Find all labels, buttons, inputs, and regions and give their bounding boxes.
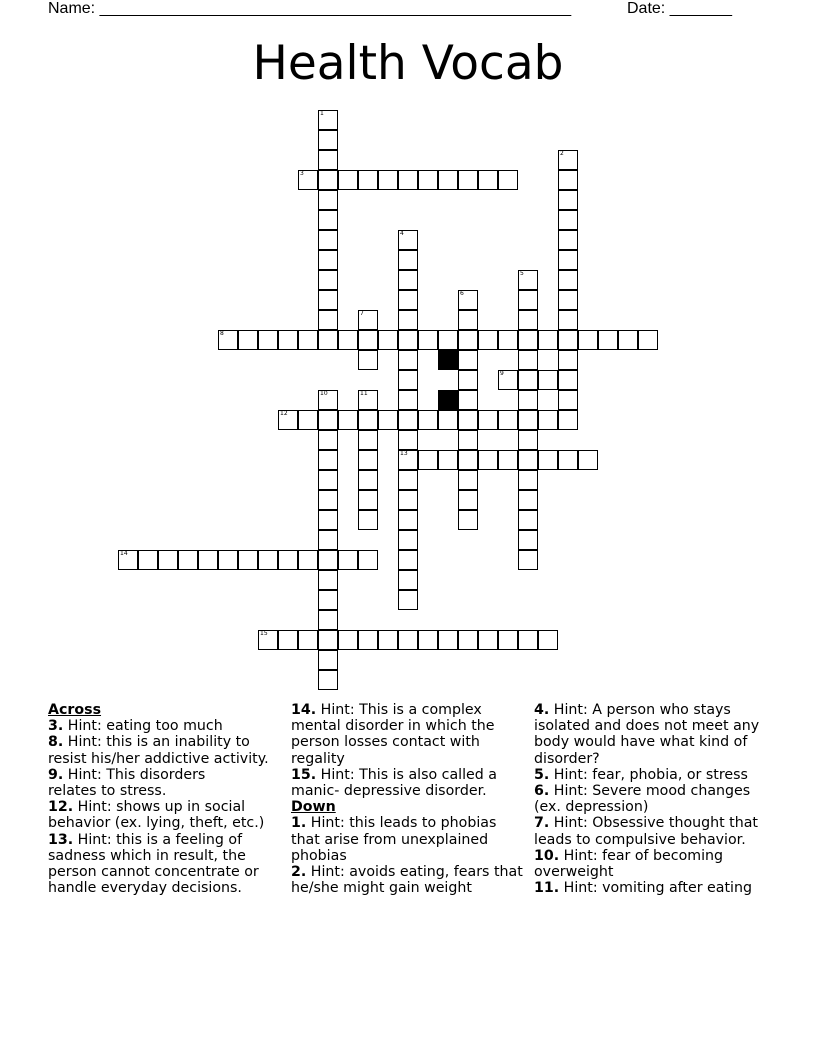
grid-cell[interactable]: [558, 210, 578, 230]
grid-cell[interactable]: [358, 350, 378, 370]
clue-number-label: 9: [500, 370, 504, 377]
grid-cell[interactable]: [358, 450, 378, 470]
grid-cell[interactable]: [398, 590, 418, 610]
grid-cell[interactable]: [558, 370, 578, 390]
date-field-label[interactable]: Date: _______: [627, 0, 732, 17]
grid-cell[interactable]: [318, 650, 338, 670]
grid-cell[interactable]: [478, 330, 498, 350]
grid-cell[interactable]: [298, 170, 318, 190]
clue-number-label: 2: [560, 150, 564, 157]
grid-cell[interactable]: [458, 510, 478, 530]
page-title: Health Vocab: [252, 36, 564, 91]
clue-text: Hint: fear of becoming overweight: [534, 847, 724, 881]
clue-column-2: [291, 702, 527, 896]
grid-cell[interactable]: [618, 330, 638, 350]
grid-cell[interactable]: [458, 490, 478, 510]
clue-number-label: 12: [280, 410, 288, 417]
grid-cell[interactable]: [578, 330, 598, 350]
grid-cell[interactable]: [478, 170, 498, 190]
clue-number: 7.: [534, 815, 550, 832]
grid-cell[interactable]: [398, 530, 418, 550]
grid-cell[interactable]: [518, 490, 538, 510]
clue-text: Hint: this is a feeling of sadness which in result, the person cannot concentrate or handle everyday decisions.: [48, 831, 259, 897]
down-heading: Down: [291, 799, 336, 816]
clue-down-7: [534, 815, 770, 847]
grid-cell[interactable]: [318, 310, 338, 330]
clue-number: 2.: [291, 864, 307, 881]
grid-cell[interactable]: [418, 410, 438, 430]
grid-cell[interactable]: [458, 630, 478, 650]
clue-column-3: [534, 702, 770, 896]
clue-number-label: 5: [520, 270, 524, 277]
grid-cell[interactable]: [158, 550, 178, 570]
grid-cell[interactable]: [258, 330, 278, 350]
clue-number-label: 7: [360, 310, 364, 317]
grid-cell[interactable]: [258, 550, 278, 570]
grid-cell[interactable]: [558, 330, 578, 350]
grid-cell[interactable]: [558, 290, 578, 310]
grid-cell[interactable]: [538, 410, 558, 430]
grid-cell[interactable]: [318, 390, 338, 410]
grid-cell[interactable]: [478, 410, 498, 430]
grid-cell[interactable]: [518, 270, 538, 290]
clue-text: Hint: vomiting after eating: [563, 880, 752, 897]
clue-text: Hint: A person who stays isolated and does not meet any body would have what kind of disorder?: [534, 702, 760, 767]
grid-cell[interactable]: [558, 390, 578, 410]
grid-cell[interactable]: [478, 450, 498, 470]
clue-number-label: 10: [320, 390, 328, 397]
grid-cell[interactable]: [518, 290, 538, 310]
grid-cell[interactable]: [558, 190, 578, 210]
grid-cell[interactable]: [438, 170, 458, 190]
grid-cell[interactable]: [438, 410, 458, 430]
grid-cell[interactable]: [578, 450, 598, 470]
clue-down-2: [291, 864, 527, 896]
grid-cell[interactable]: [558, 270, 578, 290]
grid-cell[interactable]: [478, 630, 498, 650]
grid-cell[interactable]: [558, 350, 578, 370]
clue-down-1: [291, 815, 527, 864]
grid-cell[interactable]: [318, 630, 338, 650]
grid-cell[interactable]: [258, 630, 278, 650]
grid-cell[interactable]: [518, 310, 538, 330]
grid-cell[interactable]: [318, 430, 338, 450]
grid-cell[interactable]: [398, 370, 418, 390]
grid-cell[interactable]: [318, 110, 338, 130]
clue-number: 9.: [48, 766, 64, 783]
grid-cell[interactable]: [318, 570, 338, 590]
grid-cell[interactable]: [358, 630, 378, 650]
clue-number: 14.: [291, 702, 317, 718]
grid-cell[interactable]: [318, 670, 338, 690]
grid-cell[interactable]: [338, 330, 358, 350]
clue-down-5: [534, 767, 770, 783]
grid-cell[interactable]: [138, 550, 158, 570]
grid-cell[interactable]: [398, 230, 418, 250]
grid-cell[interactable]: [458, 310, 478, 330]
clue-text: Hint: this leads to phobias that arise from unexplained phobias: [291, 815, 497, 864]
grid-cell[interactable]: [358, 430, 378, 450]
grid-cell[interactable]: [558, 150, 578, 170]
clue-number-label: 8: [220, 330, 224, 337]
clue-down-4: [534, 702, 770, 767]
grid-cell[interactable]: [518, 450, 538, 470]
clue-number-label: 11: [360, 390, 368, 397]
grid-cell[interactable]: [418, 170, 438, 190]
grid-cell[interactable]: [118, 550, 138, 570]
grid-cell[interactable]: [318, 170, 338, 190]
clue-across-14: [291, 702, 527, 767]
clue-down-10: [534, 848, 770, 880]
grid-cell[interactable]: [518, 330, 538, 350]
grid-cell[interactable]: [318, 210, 338, 230]
grid-cell[interactable]: [278, 550, 298, 570]
clue-across-8: [48, 734, 284, 766]
grid-cell[interactable]: [318, 150, 338, 170]
grid-cell[interactable]: [518, 410, 538, 430]
grid-cell[interactable]: [598, 330, 618, 350]
clue-text: Hint: Severe mood changes (ex. depression): [534, 783, 751, 816]
clue-number: 3.: [48, 718, 64, 735]
grid-cell[interactable]: [498, 450, 518, 470]
grid-cell[interactable]: [318, 610, 338, 630]
clue-text: Hint: Obsessive thought that leads to compulsive behavior.: [534, 815, 758, 848]
clue-across-13: [48, 832, 284, 897]
grid-cell[interactable]: [498, 410, 518, 430]
grid-cell[interactable]: [358, 330, 378, 350]
grid-cell[interactable]: [378, 170, 398, 190]
grid-cell[interactable]: [298, 630, 318, 650]
grid-cell[interactable]: [458, 410, 478, 430]
grid-cell[interactable]: [518, 630, 538, 650]
grid-cell[interactable]: [458, 330, 478, 350]
grid-cell[interactable]: [318, 450, 338, 470]
clue-number: 1.: [291, 815, 307, 832]
clue-across-3: [48, 718, 284, 734]
clue-column-1: [48, 702, 284, 896]
grid-cell[interactable]: [558, 410, 578, 430]
grid-cell[interactable]: [358, 390, 378, 410]
grid-cell[interactable]: [238, 550, 258, 570]
clue-number-label: 4: [400, 230, 404, 237]
grid-cell[interactable]: [458, 290, 478, 310]
clue-number: 13.: [48, 831, 74, 848]
grid-cell[interactable]: [498, 370, 518, 390]
grid-cell[interactable]: [538, 630, 558, 650]
grid-cell[interactable]: [358, 470, 378, 490]
grid-cell[interactable]: [498, 330, 518, 350]
grid-cell[interactable]: [398, 330, 418, 350]
clue-text: Hint: shows up in social behavior (ex. lying, theft, etc.): [48, 799, 265, 832]
grid-cell[interactable]: [458, 390, 478, 410]
grid-cell[interactable]: [338, 550, 358, 570]
grid-cell[interactable]: [278, 330, 298, 350]
grid-cell[interactable]: [318, 190, 338, 210]
grid-cell[interactable]: [358, 310, 378, 330]
grid-cell[interactable]: [358, 490, 378, 510]
grid-cell[interactable]: [298, 410, 318, 430]
grid-cell[interactable]: [398, 250, 418, 270]
grid-cell[interactable]: [318, 410, 338, 430]
clue-number: 4.: [534, 702, 550, 718]
grid-cell[interactable]: [318, 470, 338, 490]
grid-cell[interactable]: [338, 630, 358, 650]
grid-cell[interactable]: [438, 450, 458, 470]
grid-cell[interactable]: [538, 370, 558, 390]
grid-cell[interactable]: [398, 390, 418, 410]
clue-across-15: [291, 767, 527, 799]
grid-cell[interactable]: [518, 350, 538, 370]
grid-cell[interactable]: [218, 330, 238, 350]
clue-number: 15.: [291, 766, 317, 783]
clue-across-12: [48, 799, 284, 831]
grid-cell[interactable]: [298, 550, 318, 570]
grid-cell[interactable]: [518, 510, 538, 530]
grid-cell[interactable]: [518, 370, 538, 390]
name-field-label[interactable]: Name: _____________________________________________________: [48, 0, 572, 17]
grid-cell[interactable]: [418, 630, 438, 650]
clue-number: 10.: [534, 847, 560, 864]
grid-cell[interactable]: [418, 330, 438, 350]
clue-number: 8.: [48, 734, 64, 751]
grid-cell[interactable]: [558, 310, 578, 330]
grid-cell[interactable]: [498, 170, 518, 190]
clue-number-label: 14: [120, 550, 128, 557]
grid-cell[interactable]: [318, 490, 338, 510]
grid-cell[interactable]: [318, 230, 338, 250]
grid-cell[interactable]: [378, 410, 398, 430]
clue-text: Hint: This is a complex mental disorder in which the person losses contact with regality: [291, 702, 495, 767]
grid-cell[interactable]: [398, 450, 418, 470]
grid-cell[interactable]: [278, 410, 298, 430]
clue-across-9: [48, 767, 284, 799]
clue-down-11: [534, 880, 770, 896]
grid-cell[interactable]: [318, 330, 338, 350]
clue-text: Hint: eating too much: [67, 718, 223, 735]
grid-cell[interactable]: [198, 550, 218, 570]
grid-cell[interactable]: [398, 310, 418, 330]
grid-cell[interactable]: [458, 450, 478, 470]
grid-cell[interactable]: [318, 590, 338, 610]
grid-cell[interactable]: [398, 350, 418, 370]
grid-cell[interactable]: [358, 510, 378, 530]
grid-cell[interactable]: [218, 550, 238, 570]
clue-number-label: 3: [300, 170, 304, 177]
grid-cell[interactable]: [558, 170, 578, 190]
grid-cell[interactable]: [318, 290, 338, 310]
grid-cell[interactable]: [278, 630, 298, 650]
grid-cell[interactable]: [418, 450, 438, 470]
grid-cell[interactable]: [238, 330, 258, 350]
grid-cell[interactable]: [398, 470, 418, 490]
grid-cell[interactable]: [398, 490, 418, 510]
black-cell: [438, 390, 458, 410]
grid-cell[interactable]: [338, 170, 358, 190]
grid-cell[interactable]: [358, 170, 378, 190]
grid-cell[interactable]: [398, 630, 418, 650]
grid-cell[interactable]: [538, 450, 558, 470]
grid-cell[interactable]: [518, 530, 538, 550]
grid-cell[interactable]: [398, 270, 418, 290]
grid-cell[interactable]: [398, 510, 418, 530]
grid-cell[interactable]: [318, 530, 338, 550]
grid-cell[interactable]: [558, 250, 578, 270]
clue-number-label: 13: [400, 450, 408, 457]
grid-cell[interactable]: [318, 250, 338, 270]
grid-cell[interactable]: [458, 370, 478, 390]
grid-cell[interactable]: [518, 390, 538, 410]
grid-cell[interactable]: [318, 270, 338, 290]
grid-cell[interactable]: [398, 170, 418, 190]
grid-cell[interactable]: [378, 330, 398, 350]
grid-cell[interactable]: [558, 450, 578, 470]
grid-cell[interactable]: [298, 330, 318, 350]
grid-cell[interactable]: [458, 430, 478, 450]
grid-cell[interactable]: [398, 290, 418, 310]
grid-cell[interactable]: [398, 570, 418, 590]
clue-down-6: [534, 783, 770, 815]
clue-text: Hint: this is an inability to resist his/her addictive activity.: [48, 734, 269, 767]
clue-number-label: 15: [260, 630, 268, 637]
grid-cell[interactable]: [638, 330, 658, 350]
grid-cell[interactable]: [518, 430, 538, 450]
grid-cell[interactable]: [398, 550, 418, 570]
grid-cell[interactable]: [398, 410, 418, 430]
clue-number: 6.: [534, 783, 550, 800]
grid-cell[interactable]: [338, 410, 358, 430]
clue-text: Hint: This disorders relates to stress.: [48, 766, 206, 800]
grid-cell[interactable]: [438, 630, 458, 650]
clue-number: 11.: [534, 880, 560, 897]
grid-cell[interactable]: [318, 510, 338, 530]
black-cell: [438, 350, 458, 370]
grid-cell[interactable]: [518, 470, 538, 490]
grid-cell[interactable]: [378, 630, 398, 650]
grid-cell[interactable]: [458, 470, 478, 490]
grid-cell[interactable]: [498, 630, 518, 650]
clue-number: 5.: [534, 766, 550, 783]
grid-cell[interactable]: [438, 330, 458, 350]
grid-cell[interactable]: [358, 410, 378, 430]
grid-cell[interactable]: [518, 550, 538, 570]
clue-number-label: 6: [460, 290, 464, 297]
clue-number: 12.: [48, 799, 74, 816]
clue-text: Hint: fear, phobia, or stress: [553, 766, 748, 783]
grid-cell[interactable]: [358, 550, 378, 570]
grid-cell[interactable]: [398, 430, 418, 450]
grid-cell[interactable]: [178, 550, 198, 570]
grid-cell[interactable]: [458, 350, 478, 370]
clue-text: Hint: avoids eating, fears that he/she might gain weight: [291, 864, 523, 897]
grid-cell[interactable]: [318, 550, 338, 570]
across-heading: Across: [48, 702, 102, 718]
grid-cell[interactable]: [318, 130, 338, 150]
grid-cell[interactable]: [538, 330, 558, 350]
grid-cell[interactable]: [558, 230, 578, 250]
clue-text: Hint: This is also called a manic- depressive disorder.: [291, 766, 497, 800]
clue-number-label: 1: [320, 110, 324, 117]
grid-cell[interactable]: [458, 170, 478, 190]
